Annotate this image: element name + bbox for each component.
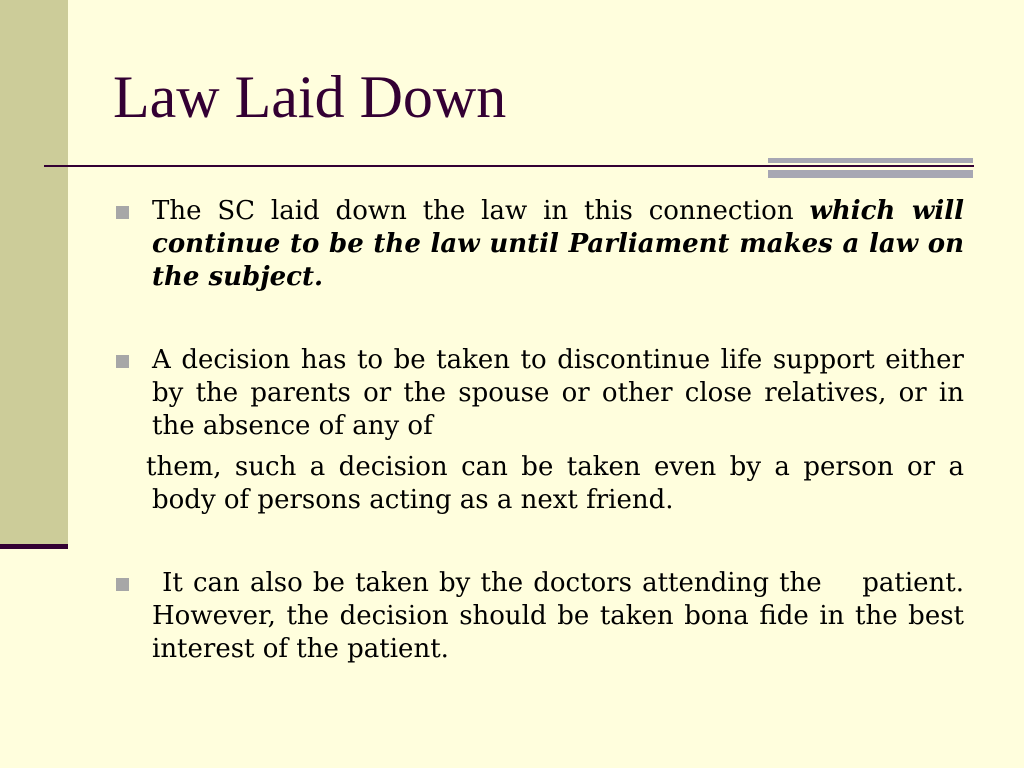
sidebar-decoration [0, 0, 68, 545]
bullet-text: A decision has to be taken to discontinue life support either by the parents or the spouse or other close relatives, or in the absence of any of [152, 345, 964, 441]
divider-stripe [768, 158, 973, 163]
bullet-text: The SC laid down the law in this connection [152, 196, 810, 226]
divider-stripe [768, 170, 973, 178]
bullet-item-1 [110, 195, 964, 294]
bullet-continuation-text: them, such a decision can be taken even by a person or a body of persons acting as a next friend. [146, 452, 964, 515]
slide-title: Law Laid Down [113, 64, 507, 130]
square-bullet-icon [116, 206, 129, 219]
bullet-item-2 [110, 344, 964, 443]
title-divider-accent [768, 158, 973, 178]
bullet-emphasis-text: which will continue to be the law until Parliament makes a law on the subject. [152, 196, 964, 292]
sidebar-accent-line [0, 544, 68, 549]
bullet-text: It can also be taken by the doctors attending the patient. However, the decision should be taken bona fide in the best interest of the patient. [152, 568, 973, 664]
square-bullet-icon [116, 355, 129, 368]
slide-body [110, 195, 973, 666]
square-bullet-icon [116, 578, 129, 591]
bullet-item-3 [110, 567, 973, 666]
